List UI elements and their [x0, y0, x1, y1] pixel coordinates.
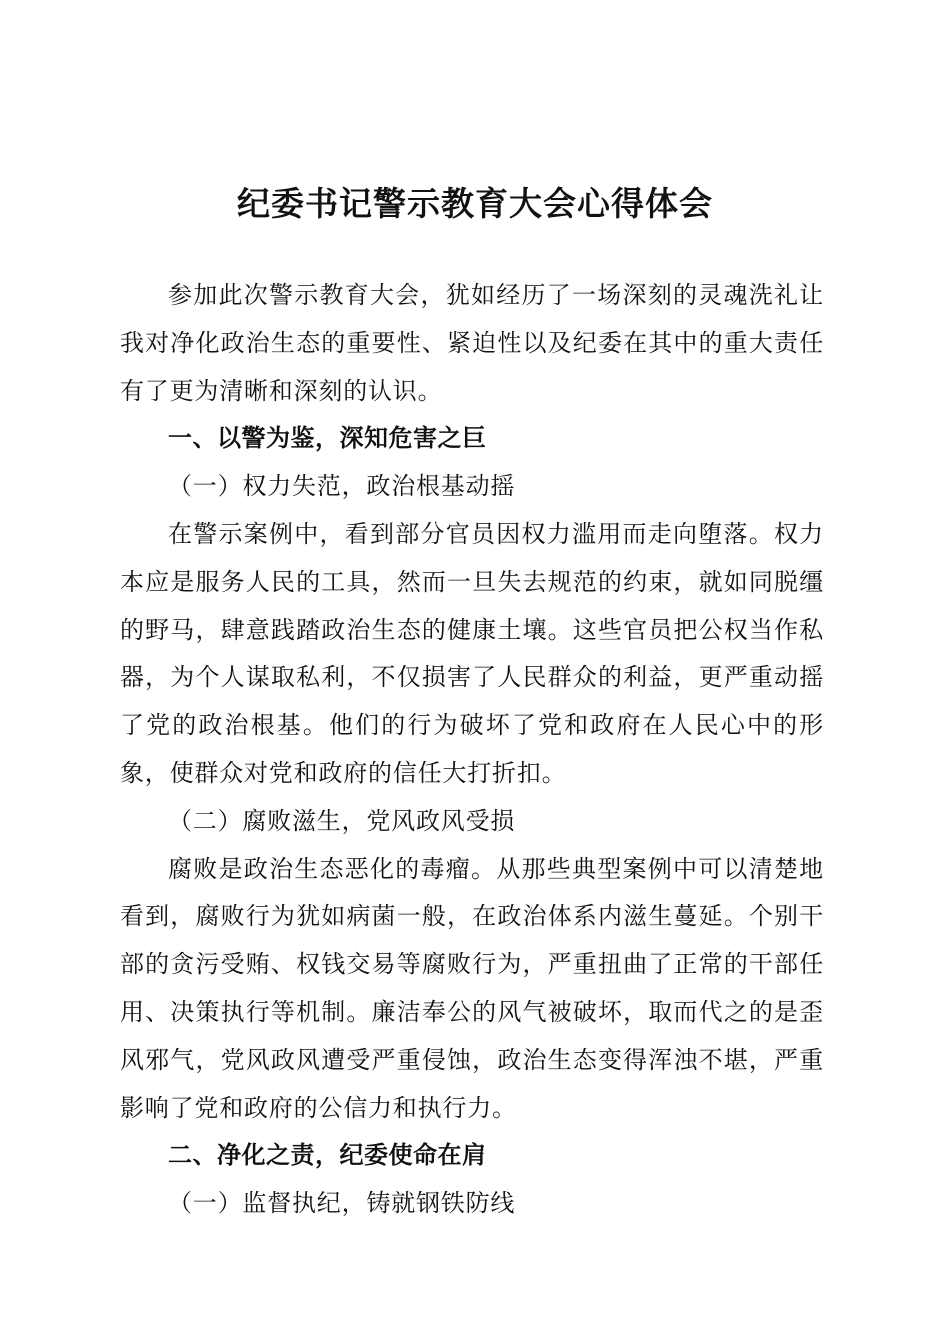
body-paragraph-1-1: 在警示案例中，看到部分官员因权力滥用而走向堕落。权力本应是服务人民的工具，然而一旦失去规范的约束，就如同脱缰的野马，肆意践踏政治生态的健康土壤。这些官员把公权当作私器，为个人谋取私利，不仅损害了人民群众的利益，更严重动摇了党的政治根基。他们的行为破坏了党和政府在人民心中的形象，使群众对党和政府的信任大打折扣。	[120, 519, 824, 787]
document-body	[120, 272, 824, 1228]
subsection-heading-2-1: （一）监督执纪，铸就钢铁防线	[168, 1189, 516, 1218]
document-title: 纪委书记警示教育大会心得体会	[237, 184, 713, 223]
subsection-heading-1-1: （一）权力失范，政治根基动摇	[168, 472, 516, 501]
body-paragraph-1-2: 腐败是政治生态恶化的毒瘤。从那些典型案例中可以清楚地看到，腐败行为犹如病菌一般，在政治体系内滋生蔓延。个别干部的贪污受贿、权钱交易等腐败行为，严重扭曲了正常的干部任用、决策执行等机制。廉洁奉公的风气被破坏，取而代之的是歪风邪气，党风政风遭受严重侵蚀，政治生态变得浑浊不堪，严重影响了党和政府的公信力和执行力。	[120, 854, 824, 1122]
subsection-heading-1-2: （二）腐败滋生，党风政风受损	[168, 806, 516, 835]
section-heading-1: 一、以警为鉴，深知危害之巨	[168, 424, 487, 453]
section-heading-2: 二、净化之责，纪委使命在肩	[168, 1141, 487, 1170]
intro-paragraph: 参加此次警示教育大会，犹如经历了一场深刻的灵魂洗礼让我对净化政治生态的重要性、紧迫性以及纪委在其中的重大责任有了更为清晰和深刻的认识。	[120, 281, 824, 405]
